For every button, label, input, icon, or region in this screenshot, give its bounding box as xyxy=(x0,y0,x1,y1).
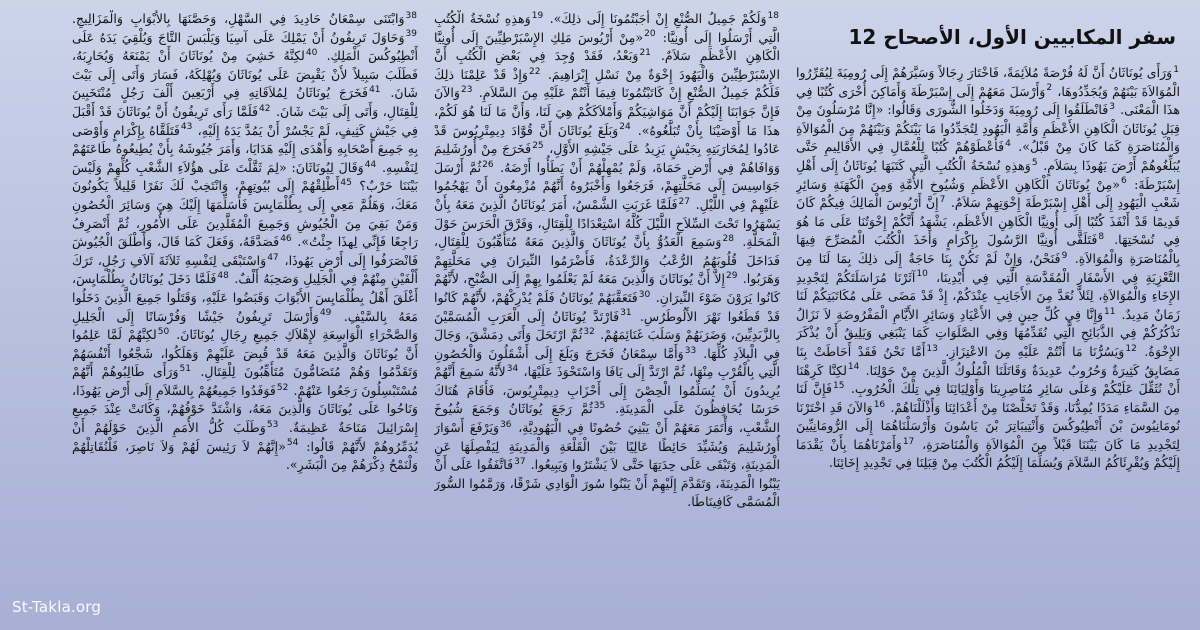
verse-text: وَلَكُمْ جَمِيلُ الصُّنْعِ إِنْ أَجَبْتُمُونَا إِلَى ذلِكَ». xyxy=(549,11,767,26)
verse-number: 5 xyxy=(1031,157,1038,168)
verse-number: 20 xyxy=(644,29,656,40)
verse-text: لكِنَّهُمْ لَمَّا عَلِمُوا أَنَّ يُونَاثَانَ وَالَّذِينَ مَعَهُ قَدْ قُبِضَ عَلَيْهِمْ وَهَلَكُوا، شَجَّعُوا أَنْفُسَهُمْ وَتَقَدَّمُوا وَهُمْ مُتَضَامُّونَ مُتَأَهِّبُونَ لِلْقِتَالِ. xyxy=(72,327,418,380)
verse-number: 41 xyxy=(369,85,381,96)
verse-text: وَاسْتَبْقَى لِنَفْسِهِ ثَلاَثَةَ آلاَفِ رَجُلٍ، تَرَكَ أَلْفَيْنِ مِنْهُمْ فِي الْجَلِيلِ وَصَحِبَهُ أَلْفٌ. xyxy=(72,252,418,287)
verse-number: 10 xyxy=(916,269,928,280)
verse-number: 54 xyxy=(286,438,299,449)
verse-text: أَمَّا نَحْنُ فَقَدْ أَحَاطَتْ بِنَا مَضَايِقُ كَثِيرَةٌ وَحُرُوبٌ عَدِيدَةٌ وَقَاتَلَنَا الْمُلُوكُ الَّذِينَ مِنْ حَوْلِنَا. xyxy=(796,343,1180,378)
verse-text: آثَرْنَا مُرَاسَلَتَكُمْ لِتَجْدِيدِ الإِخَاءِ وَالْمُوَالاَةِ، لِئَلاَّ نُعَدَّ مِنَ الأَجَانِبِ عِنْدَكُمْ، إِذْ قَدْ مَضَى عَلَى مُكَاتَبَتِكُمْ لَنَا زَمَانٌ مَدِيدٌ. xyxy=(796,269,1180,322)
verse-number: 17 xyxy=(902,436,915,447)
verse-number: 23 xyxy=(461,85,473,96)
site-watermark: St-Takla.org xyxy=(12,598,102,616)
verse-text: لكِنَّا كَرِهْنَا أَنْ نُثَقِّلَ عَلَيْكُمْ وَعَلَى سَائِرِ مُنَاصِرِينَا وَأَوْلِيَائِنَا فِي تِلْكَ الْحُرُوبِ. xyxy=(796,362,1180,397)
verse-text: وَطَلَبَ كُلُّ الأُمَمِ الَّذِينَ حَوْلَهُمْ أَنْ يُدَمِّرُوهُمْ لأَنَّهُمْ قَالُوا: xyxy=(72,420,418,454)
verse-text: فَتَلَقَّاهُ بِإِكْرَامٍ وَأَوْصَى بِهِ جَمِيعَ أَصْحَابِهِ وَأَهْدَى إِلَيْهِ هَدَايَا، وَأَمَرَ جُيُوشَهُ بِأَنْ يُطِيعُوهُ طَاعَتَهُمْ لِنَفْسِهِ. xyxy=(72,122,418,175)
verse-text: وَأَمَرْنَاهُمَا بِأَنْ يَقْدَمَا إِلَيْكُمْ وَيُقْرِئَاكُمُ السَّلاَمَ وَيُسَلِّمَا إِلَيْكُمُ الْكُتُبَ مِنْ قِبَلِنَا فِي تَجْدِيدِ إِخَائِنَا. xyxy=(796,436,1180,471)
text-column-left xyxy=(72,10,418,602)
verse-number: 1 xyxy=(1173,64,1179,75)
verse-text: فَنَحْنُ، وَإِنْ لَمْ تَكُنْ بِنَا حَاجَةٌ إِلَى ذلِكَ بِمَا لَنَا مِنَ التَّعْزِيَةِ فِي الأَسْفَارِ الْمُقَدَّسَةِ الَّتِي فِي أَيْدِينَا، xyxy=(796,250,1180,285)
verse-text: فَتَعَقَّبَهُمْ يُونَاثَانُ فَلَمْ يُدْرِكْهُمْ، لأَنَّهُمْ كَانُوا قَدْ قَطَعُوا نَهْرَ الأَلُوطَرُسِ. xyxy=(434,289,780,324)
verse-number: 18 xyxy=(767,10,779,21)
verse-number: 13 xyxy=(926,343,938,354)
verse-text: وَأَمَّا سِمْعَانُ فَخَرَجَ وَبَلَغَ إِلَى أَشْقَلُونَ وَالْحُصُونِ الَّتِي بِالْقُرْبِ مِنْهَا، ثُمَّ ارْتَدَّ إِلَى يَافَا وَاسْتَحْوَذَ عَلَيْهَا، xyxy=(434,345,780,380)
verse-text: وَابْتَنَى سِمْعَانُ حَادِيدَ فِي السَّهْلِ، وَحَصَّنَهَا بِالأَبْوَابِ وَالْمَزَالِيجِ. xyxy=(72,11,405,26)
verse-number: 3 xyxy=(1109,102,1115,112)
verse-text: «مِنْ يُونَاثَانَ الْكَاهِنِ الأَعْظَمِ وَشُيُوخِ الأُمَّةِ وَمِنَ الْكَهَنَةِ وَسَائِرِ شَعْبِ الْيَهُودِ إِلَى أَهْلِ إِسْبَرْطَةَ إِخْوَتِهِمْ سَلاَمٌ. xyxy=(796,176,1180,211)
verse-number: 47 xyxy=(267,252,279,263)
verse-text: إِنَّ أَرْيُوسَ الْمَالِكَ فِيكُمْ كَانَ قَدِيمًا قَدْ أَنْفَذَ كُتُبًا إِلَى أُونِيَّا الْكَاهِنِ الأَعْظَمِ، يَشْهَدُ أَنَّكُمْ إِخْوَتُنَا عَلَى مَا هُوَ فِي نُسْخَتِهَا. xyxy=(796,195,1180,248)
verse-number: 39 xyxy=(405,29,417,40)
verse-number: 24 xyxy=(619,122,631,133)
verse-text: وَأَرْسَلَ مَعَهُمْ إِلَى إِسْبَرْطَةَ وَأَمَاكِنَ أُخْرَى كُتُبًا فِي هذَا الْمَعْنَى. xyxy=(796,83,1180,118)
verse-text: ثُمَّ ارْتَحَلَ وَأَتَى دِمَشْقَ، وَجَالَ فِي الْبِلاَدِ كُلِّهَا. xyxy=(434,327,780,361)
verse-text: وَقَالَ لِيُونَاثَانَ: «لِمَ ثَقَّلْتَ عَلَى هؤُلاَءِ الشَّعْبِ كُلِّهِمْ وَلَيْسَ بَيْنَنَا حَرْبٌ؟ xyxy=(72,159,418,194)
verse-number: 4 xyxy=(1005,139,1011,150)
verse-text: فَلَمَّا دَخَلَ يُونَاثَانُ بِطُلْمَايِسَ، أَغْلَقَ أَهْلُ بِطُلْمَايِسَ الأَبْوَابَ وَقَبَضُوا عَلَيْهِ، وَقَتَلُوا جَمِيعَ الَّذِينَ دَخَلُوا مَعَهُ بِالسَّيْفِ. xyxy=(72,271,418,324)
verse-number: 37 xyxy=(514,457,526,468)
verse-text: أَطْلِقْهُمْ إِلَى بُيُوتِهِمْ، وَانْتَخِبْ لَكَ نَفَرًا قَلِيلاً يَكُونُونَ مَعَكَ، وَهَلُمَّ مَعِي إِلَى بِطُلْمَايِسَ فَأُسَلِّمَهَا إِلَيْكَ هِيَ وَسَائِرَ الْحُصُونِ وَمَنْ بَقِيَ مِنَ الْجُيُوشِ وَجَمِيعَ الْمُقَلَّدِينَ عَلَى الأُمُورِ، ثُمَّ أَنْصَرِفُ رَاجِعًا فَإِنِّي لِهذَا جِئْتُ». xyxy=(72,178,418,250)
verse-text: فَاتَّفَقُوا عَلَى أَنْ يَبْنُوا الْمَدِينَةَ، وَتَقَدَّمَ إِلَيْهِمْ أَنْ يَبْنُوا سُورَ الْوَادِي شَرْقًا، وَرَمَّمُوا السُّورَ الْمُسَمَّى كَافِينَاطَا. xyxy=(434,457,780,510)
verse-number: 14 xyxy=(847,362,860,373)
verse-text: وَالآنَ فَإِنَّ جَوَابَنَا إِلَيْكُمْ أَنَّ مَوَاشِيَكُمْ وَأَمْلاَكَكُمْ هِيَ لَنَا، وَأَنَّ مَا لَنَا هُوَ لَكُمْ، هذَا مَا أَوْصَيْنَا بِأَنْ تُبَلَّغُوهُ». xyxy=(434,85,780,138)
verse-text: لأَنَّهُ سَمِعَ أَنَّهُمْ يُرِيدُونَ أَنْ يُسَلِّمُوا الْحِصْنَ إِلَى أَحْزَابِ دِيمِتْرِيُوسَ، فَأَقَامَ هُنَاكَ حَرَسًا يُحَافِظُونَ عَلَى الْمَدِينَةِ. xyxy=(434,364,780,417)
verse-text: وَسَمِعَ الْعَدُوُّ بِأَنَّ يُونَاثَانَ وَالَّذِينَ مَعَهُ مُتَأَهِّبُونَ لِلْقِتَالِ، فَدَاخَلَ قُلُوبَهُمُ الرُّعْبُ وَالرِّعْدَةُ، فَأَضْرَمُوا النِّيرَانَ فِي مَحَلَّتِهِمْ وَهَرَبُوا. xyxy=(434,234,780,287)
verse-text: «مِنْ أَرْيُوسَ مَلِكِ الإِسْبَرْطِيِّينَ إِلَى أُونِيَّا الْكَاهِنِ الأَعْظَمِ سَلاَمٌ. xyxy=(434,29,780,64)
verse-text: وَرَأَى طَالِبُوهُمْ أَنَّهُمْ مُسْتَبْسِلُونَ رَجَعُوا عَنْهُمْ. xyxy=(72,364,418,398)
verse-number: 25 xyxy=(532,140,544,151)
verse-number: 53 xyxy=(266,419,279,430)
verse-number: 43 xyxy=(180,122,193,133)
verse-number: 34 xyxy=(506,364,519,375)
verse-number: 45 xyxy=(340,178,352,189)
verse-text: لكِنَّهُ خَشِيَ مِنْ يُونَاثَانَ أَنْ يَمْنَعَهُ وَيُحَارِبَهُ، فَطَلَبَ سَبِيلاً لأَنْ يَقْبِضَ عَلَى يُونَاثَانَ وَيُهْلِكَهُ، فَسَارَ وَأَتَى إِلَى بَيْتَ شَانَ. xyxy=(72,48,418,101)
verse-text: فَلَمَّا رَأَى تَرِيفُونُ أَنَّ يُونَاثَانَ قَدْ أَقْبَلَ فِي جَيْشٍ كَثِيفٍ، لَمْ يَجْسُرْ أَنْ يَمُدَّ يَدَهُ إِلَيْهِ، xyxy=(72,103,418,138)
verse-number: 50 xyxy=(157,326,170,337)
verse-text: وَإِذْ قَدْ عَلِمْنَا ذلِكَ فَلَكُمْ جَمِيلُ الصُّنْعِ إِنْ كَاتَبْتُمُونَا فِيمَا أَنْتُمْ عَلَيْهِ مِنَ السَّلاَمِ. xyxy=(434,66,780,101)
verse-number: 11 xyxy=(1104,306,1116,317)
verse-text: وَإِنَّا فِي كُلِّ حِينٍ فِي الأَعْيَادِ وَسَائِرِ الأَيَّامِ الْمَفْرُوضَةِ لاَ نَزَالُ نَذْكُرُكُمْ فِي الذَّبَائِحِ الَّتِي نُقَدِّمُهَا وَفِي الصَّلَوَاتِ كَمَا يَنْبَغِي وَيَلِيقُ أَنْ يُذْكَرَ الإِخْوَةُ. xyxy=(796,306,1180,359)
verse-number: 2 xyxy=(1046,83,1053,94)
verse-number: 31 xyxy=(620,308,632,319)
verse-number: 27 xyxy=(678,196,690,207)
verse-text: فَتَلَقَّى أُونِيَّا الرَّسُولَ بِإِكْرَامٍ وَأَخَذَ الْكُتُبَ الْمُصَرِّحَ فِيهَا بِالْمُنَاصَرَةِ وَالْمُوَالاَةِ. xyxy=(796,232,1180,266)
verse-number: 52 xyxy=(276,382,289,393)
verse-number: 8 xyxy=(1098,232,1105,243)
verse-text: فَخَرَجَ مِنْ أُورُشَلِيمَ وَوَافَاهُمْ فِي أَرْضِ حَمَاةَ، وَلَمْ يُمْهِلْهُمْ أَنْ يَطَأُوا أَرْضَهُ. xyxy=(434,141,780,175)
verse-text: فَانْطَلَقُوا إِلَى رُومِيَةَ وَدَخَلُوا الشُّورَى وَقَالُوا: «إِنَّا مُرْسَلُونَ مِنْ قِبَلِ يُونَاثَانَ الْكَاهِنِ الأَعْظَمِ وَأُمَّةِ الْيَهُودِ لِتُجَدِّدُوا مَا بَيْنَكُمْ وَبَيْنَهُمْ مِنَ الْمُوَالاَةِ وَالْمُنَاصَرَةِ كَمَا كَانَ مِنْ قَبْلُ». xyxy=(796,102,1180,155)
verse-number: 44 xyxy=(364,159,377,170)
verse-number: 42 xyxy=(259,103,271,114)
verse-text: فَصَدَّقَهُ، وَفَعَلَ كَمَا قَالَ، وَأَطْلَقَ الْجُيُوشَ فَانْصَرَفُوا إِلَى أَرْضِ يَهُوذَا، xyxy=(72,234,418,268)
verse-number: 51 xyxy=(179,364,191,375)
verse-number: 35 xyxy=(593,401,606,412)
verse-text: ثُمَّ رَجَعَ يُونَاثَانُ وَجَمَعَ شُيُوخَ الشَّعْبِ، وَأْتَمَرَ مَعَهُمْ أَنْ يَبْنِيَ حُصُونًا فِي الْيَهُودِيَّةِ، xyxy=(434,401,780,436)
verse-number: 9 xyxy=(1061,250,1068,261)
column-text xyxy=(796,64,1180,473)
verse-text: وَحَاوَلَ تَرِيفُونُ أَنْ يَمْلِكَ عَلَى آسِيَا وَيَلْبَسَ التَّاجَ وَيُلْقِيَ يَدَهُ عَلَى أَنْطِيُوكُسَ الْمَلِكِ. xyxy=(72,29,418,64)
verse-number: 29 xyxy=(726,271,738,282)
verse-text: وَيَسُرُّنَا مَا أَنْتُمْ عَلَيْهِ مِنَ الاعْتِزَازِ. xyxy=(945,343,1125,359)
verse-text: «إِنَّهُمْ لاَ رَئِيسَ لَهُمْ وَلاَ نَاصِرَ، فَلْنُقَاتِلْهُمْ وَلْنَمْحُ ذِكْرَهُمْ مِنَ الْبَشَرِ». xyxy=(72,438,418,473)
verse-number: 26 xyxy=(482,159,494,170)
verse-number: 16 xyxy=(873,399,886,410)
verse-text: وَأَرْسَلَ تَرِيفُونُ جَيْشًا وَفُرْسَانًا إِلَى الْجَلِيلِ وَالصَّحْرَاءِ الْوَاسِعَةِ لإِهْلاَكِ جَمِيعِ رِجَالِ يُونَاثَانَ. xyxy=(72,308,418,343)
verse-number: 49 xyxy=(319,308,332,319)
verse-text: فَأَعْطَوْهُمْ كُتُبًا لِلْعُمَّالِ فِي الأَقَالِيمِ حَتَّى يُبَلِّغُوهُمْ أَرْضَ يَهُوذَا بِسَلاَمٍ. xyxy=(796,139,1180,173)
verse-number: 15 xyxy=(832,380,845,391)
verse-text: وَهذِهِ نُسْخَةُ الْكُتُبِ الَّتِي أَرْسَلُوا إِلَى أُونِيَّا: xyxy=(434,11,780,45)
column-text xyxy=(434,10,780,512)
verse xyxy=(72,11,418,26)
verse-text: فَلَمَّا غَرَبَتِ الشَّمْسُ، أَمَرَ يُونَاثَانُ الَّذِينَ مَعَهُ بِأَنْ يَسْهَرُوا تَحْتَ السِّلاَحِ اللَّيْلَ كُلَّهُ اسْتِعْدَادًا لِلْقِتَالِ، وَفَرَّقَ الْحَرَسَ حَوْلَ الْمَحَلَّةِ. xyxy=(434,196,780,250)
column-text xyxy=(72,10,418,475)
verse-text: فَارْتَدَّ يُونَاثَانُ إِلَى الْعَرَبِ الْمُسَمَّيْنَ بِالزَّبَدِيِّينَ، وَضَرَبَهُمْ وَسَلَبَ غَنَائِمَهُمْ. xyxy=(434,308,780,343)
verse xyxy=(945,344,1137,359)
verse-text: فَخَرَجَ يُونَاثَانُ لِمُلاَقَاتِهِ فِي أَرْبَعِينَ أَلْفَ رَجُلٍ مُنْتَخَبِينَ لِلْقِتَالِ، وَأَتَى إِلَى بَيْتَ شَانَ. xyxy=(72,85,418,119)
verse-number: 7 xyxy=(939,194,946,205)
verse-number: 19 xyxy=(531,10,544,21)
verse-text: وَبَلَغَ يُونَاثَانَ أَنَّ قُوَّادَ دِيمِتْرِيُوسَ قَدْ عَادُوا لِمُحَارَبَتِهِ بِجَيْشٍ يَزِيدُ عَلَى جَيْشِهِ الأَوَّلِ، xyxy=(434,122,780,157)
verse-number: 38 xyxy=(405,10,417,21)
verse-number: 32 xyxy=(583,326,595,337)
verse-text: وَيَرْفَعَ أَسْوَارَ أُورُشَلِيمَ وَيُشَيِّدَ حَائِطًا عَالِيًا بَيْنَ الْقَلْعَةِ وَالْمَدِينَةِ لِيَفْصِلَهَا عَنِ الْمَدِينَةِ، وَتَبْقَى عَلَى حِدَتِهَا حَتَّى لاَ يَشْتَرُوا وَيَبِيعُوا. xyxy=(434,420,780,473)
text-column-middle xyxy=(434,10,780,602)
verse-number: 48 xyxy=(217,271,229,282)
verse-text: وَرَأَى يُونَاثَانُ أَنَّ لَهُ فُرْصَةً مُلاَئِمَةً، فَاخْتَارَ رِجَالاً وَسَيَّرَهُمْ إِلَى رُومِيَةَ لِيُقَرِّرُوا الْمُوَالاَةَ بَيْنَهُمْ وَيُجَدِّدُوهَا، xyxy=(796,65,1180,99)
verse-number: 40 xyxy=(305,48,318,58)
verse-number: 6 xyxy=(1120,176,1127,187)
verse-number: 28 xyxy=(722,233,734,244)
text-column-right xyxy=(796,10,1180,602)
chapter-title: سفر المكابيين الأول، الأصحاح 12 xyxy=(848,25,1176,49)
verse-number: 12 xyxy=(1125,343,1137,354)
verse-number: 46 xyxy=(280,233,292,244)
verse-text: وَبَعْدُ، فَقَدْ وُجِدَ فِي بَعْضِ الْكُتُبِ أَنَّ الإِسْبَرْطِيِّينَ وَالْيَهُودَ إِخْوَةٌ مِنْ نَسْلِ إِبْرَاهِيمَ. xyxy=(434,48,780,82)
verse-text: وَهذِهِ نُسْخَةُ الْكُتُبِ الَّتِي كَتَبَهَا يُونَاثَانُ إِلَى أَهْلِ إِسْبَرْطَةَ: xyxy=(796,157,1180,192)
verse-text: إِلاَّ أَنَّ يُونَاثَانَ وَالَّذِينَ مَعَهُ لَمْ يَعْلَمُوا بِهِمْ إِلَى الصُّبْحِ، لأَنَّهُمْ كَانُوا يَرَوْنَ ضَوْءَ النِّيرَانِ. xyxy=(434,271,780,305)
verse xyxy=(550,11,780,26)
verse-text: ثُمَّ أَرْسَلَ جَوَاسِيسَ إِلَى مَحَلَّتِهِمْ، فَرَجَعُوا وَأَخْبَرُوهُ أَنَّهُمْ مُزْمِعُونَ أَنْ يَهْجُمُوا عَلَيْهِمْ فِي اللَّيْلِ. xyxy=(434,159,780,212)
verse-text: وَالآنَ قَدِ اخْتَرْنَا نُومَانِيُوسَ بْنَ أَنْطِيُوكُسَ وَأَنْتِيبَاتِرَ بْنَ يَاسُونَ وَأَرْسَلْنَاهُمَا إِلَى الرُّومَانِيِّينَ لِتَجْدِيدِ مَا كَانَ بَيْنَنَا قَبْلاً مِنَ الْمُوَالاَةِ وَالْمُنَاصَرَةِ، xyxy=(796,399,1180,452)
verse-number: 30 xyxy=(638,289,651,300)
verse-text: فَوَفَدُوا جَمِيعُهُمْ بِالسَّلاَمِ إِلَى أَرْضِ يَهُوذَا، وَنَاحُوا عَلَى يُونَاثَانَ وَالَّذِينَ مَعَهُ، وَاشْتَدَّ خَوْفُهُمْ، وَكَانَتْ عِنْدَ جَمِيعِ إِسْرَائِيلَ مَنَاحَةٌ عَظِيمَةٌ. xyxy=(72,382,418,436)
verse-number: 22 xyxy=(528,66,541,77)
verse-number: 33 xyxy=(684,345,697,356)
verse-text: فَإِنَّ لَنَا مِنَ السَّمَاءِ مَدَدًا يُمِدُّنَا، وَقَدْ تَخَلَّصْنَا مِنْ أَعْدَائِنَا وَأَذْلَلْنَاهُمْ. xyxy=(796,381,1180,415)
verse-number: 21 xyxy=(639,48,651,58)
verse-number: 36 xyxy=(500,419,512,430)
